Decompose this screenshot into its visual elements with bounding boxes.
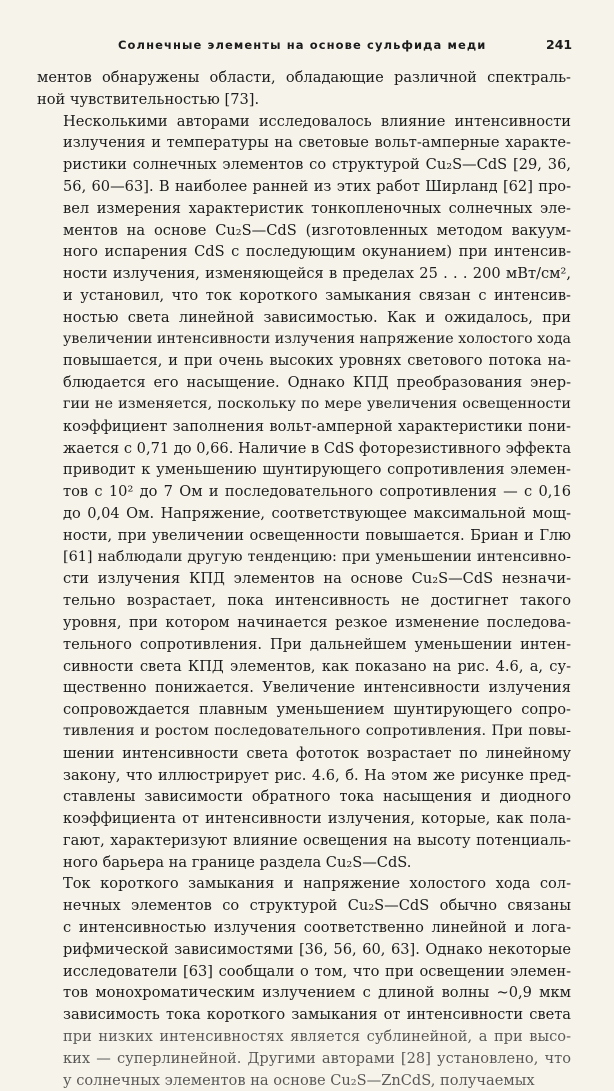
text-line: нечных элементов со структурой Cu₂S—CdS обычно связаны bbox=[63, 897, 571, 915]
text-line: сивности света КПД элементов, как показано на рис. 4.6, а, су- bbox=[63, 657, 571, 675]
text-line: тивления и ростом последовательного сопротивления. При повы- bbox=[63, 722, 571, 739]
text-line: ких — суперлинейной. Другими авторами [28] установлено, что bbox=[63, 1049, 571, 1067]
text-line: ности, при увеличении освещенности повышается. Бриан и Глю bbox=[63, 526, 571, 544]
text-line: вел измерения характеристик тонкопленочных солнечных эле- bbox=[63, 199, 571, 217]
text-line: Ток короткого замыкания и напряжение холостого хода сол- bbox=[63, 875, 571, 893]
text-line: тов с 10² до 7 Ом и последовательного сопротивления — с 0,16 bbox=[63, 483, 571, 501]
text-line: зависимость тока короткого замыкания от интенсивности света bbox=[63, 1006, 571, 1024]
text-line: ментов на основе Cu₂S—CdS (изготовленных методом вакуум- bbox=[63, 221, 571, 239]
page-number: 241 bbox=[546, 37, 573, 52]
text-line: уровня, при котором начинается резкое изменение последова- bbox=[63, 613, 571, 631]
paragraph bbox=[37, 67, 571, 111]
text-line: при низких интенсивностях является сублинейной, а при высо- bbox=[63, 1028, 571, 1046]
text-line: Несколькими авторами исследовалось влияние интенсивности bbox=[63, 112, 571, 130]
text-line: до 0,04 Ом. Напряжение, соответствующее максимальной мощ- bbox=[63, 504, 571, 522]
text-line: гии не изменяется, поскольку по мере увеличения освещенности bbox=[63, 395, 571, 412]
text-line: закону, что иллюстрирует рис. 4.6, б. На этом же рисунке пред- bbox=[63, 766, 571, 784]
paragraph bbox=[37, 873, 571, 1091]
text-line: жается с 0,71 до 0,66. Наличие в CdS фоторезистивного эффекта bbox=[63, 439, 572, 457]
text-line: рифмической зависимостями [36, 56, 60, 63]. Однако некоторые bbox=[63, 940, 571, 958]
text-line: [61] наблюдали другую тенденцию: при уменьшении интенсивно- bbox=[63, 548, 571, 565]
text-line: повышается, и при очень высоких уровнях светового потока на- bbox=[63, 352, 571, 370]
paragraph bbox=[37, 111, 571, 874]
text-line: у солнечных элементов на основе Cu₂S—ZnCdS, получаемых bbox=[63, 1071, 535, 1089]
text-line: щественно понижается. Увеличение интенсивности излучения bbox=[63, 679, 571, 697]
text-line: тельно возрастает, пока интенсивность не достигнет такого bbox=[63, 592, 571, 610]
text-line: шении интенсивности света фототок возрастает по линейному bbox=[63, 744, 571, 762]
running-head-title: Солнечные элементы на основе сульфида меди bbox=[118, 38, 487, 52]
text-line: ристики солнечных элементов со структурой Cu₂S—CdS [29, 36, bbox=[63, 156, 571, 174]
text-line: излучения и температуры на световые вольт-амперные характе- bbox=[63, 134, 571, 152]
text-line: блюдается его насыщение. Однако КПД преобразования энер- bbox=[63, 374, 571, 392]
text-line: коэффициент заполнения вольт-амперной характеристики пони- bbox=[63, 417, 571, 435]
text-line: с интенсивностью излучения соответственно линейной и лога- bbox=[63, 919, 571, 937]
text-line: тельного сопротивления. При дальнейшем уменьшении интен- bbox=[63, 635, 571, 653]
text-line: ставлены зависимости обратного тока насыщения и диодного bbox=[63, 788, 571, 806]
text-line: ной чувствительностью [73]. bbox=[37, 90, 260, 108]
text-line: ностью света линейной зависимостью. Как и ожидалось, при bbox=[63, 308, 571, 326]
text-line: гают, характеризуют влияние освещения на высоту потенциаль- bbox=[63, 831, 571, 849]
text-line: ного испарения CdS с последующим окунанием) при интенсив- bbox=[63, 243, 571, 261]
text-line: коэффициента от интенсивности излучения, которые, как пола- bbox=[63, 810, 571, 828]
text-line: сти излучения КПД элементов на основе Cu₂S—CdS незначи- bbox=[63, 570, 571, 588]
text-line: сопровождается плавным уменьшением шунтирующего сопро- bbox=[63, 701, 571, 719]
text-line: ментов обнаружены области, обладающие различной спектраль- bbox=[37, 69, 571, 86]
text-line: приводит к уменьшению шунтирующего сопротивления элемен- bbox=[63, 461, 571, 479]
text-line: ного барьера на границе раздела Cu₂S—CdS. bbox=[63, 853, 412, 871]
text-line: исследователи [63] сообщали о том, что при освещении элемен- bbox=[63, 962, 571, 980]
text-line: увеличении интенсивности излучения напряжение холостого хода bbox=[63, 330, 571, 347]
body-text bbox=[37, 67, 571, 1091]
text-line: тов монохроматическим излучением с длиной волны ~0,9 мкм bbox=[63, 984, 571, 1002]
text-line: 56, 60—63]. В наиболее ранней из этих работ Ширланд [62] про- bbox=[63, 177, 571, 195]
text-line: ности излучения, изменяющейся в пределах 25 . . . 200 мВт/см², bbox=[63, 265, 571, 283]
text-line: и установил, что ток короткого замыкания связан с интенсив- bbox=[63, 286, 571, 304]
